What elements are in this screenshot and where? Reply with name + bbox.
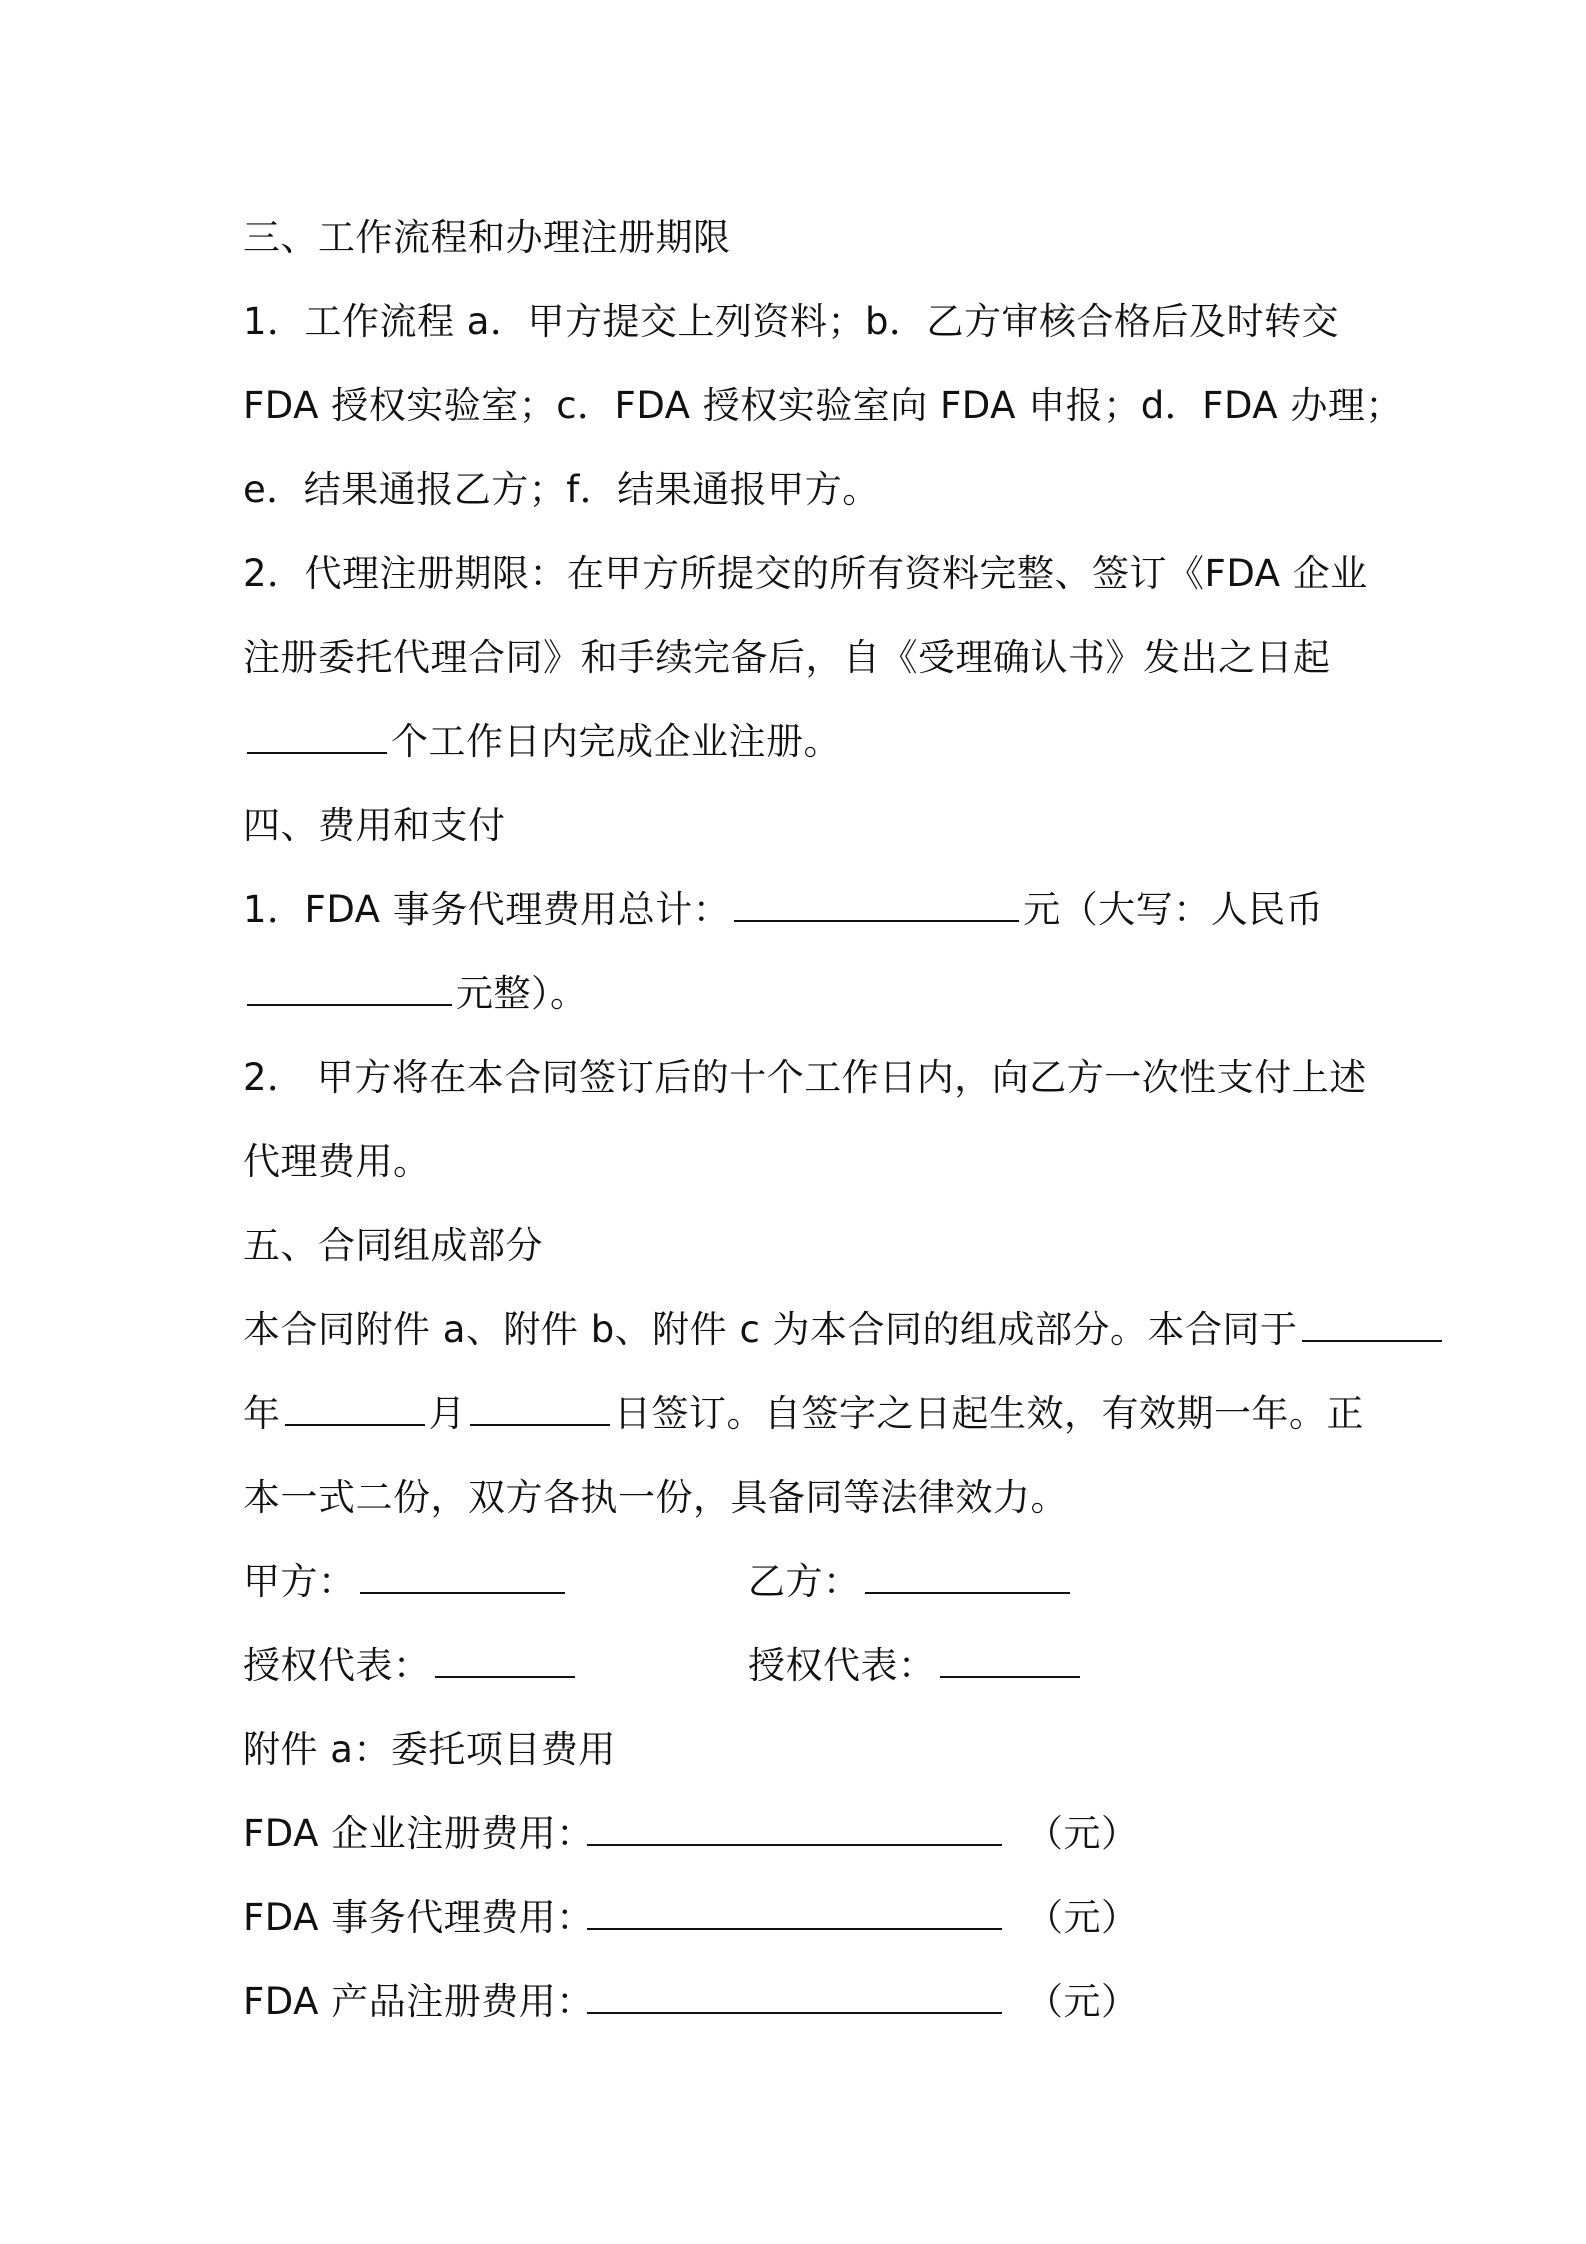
workdays-blank [247, 718, 387, 754]
section-4-item-1-line-2 [243, 952, 1363, 1036]
month-blank [285, 1390, 425, 1426]
fee-label: FDA 产品注册费用： [243, 1980, 594, 2023]
fee-row-enterprise-registration [243, 1792, 1363, 1876]
section-4-heading: 四、费用和支付 [243, 804, 506, 847]
section-3-item-2-line-1: 2．代理注册期限：在甲方所提交的所有资料完整、签订《FDA 企业 [243, 552, 1368, 595]
section-4-item-1-line-1 [243, 868, 1363, 952]
section-5-para-line-3: 本一式二份，双方各执一份，具备同等法律效力。 [243, 1476, 1068, 1519]
fee-row-agency-service [243, 1876, 1363, 1960]
section-3-item-2-line-2: 注册委托代理合同》和手续完备后，自《受理确认书》发出之日起 [243, 636, 1331, 679]
section-3-item-1-line-1: 1．工作流程 a．甲方提交上列资料；b．乙方审核合格后及时转交 [243, 300, 1339, 343]
section-3-item-1-line-3: e．结果通报乙方；f．结果通报甲方。 [243, 468, 880, 511]
party-b-label: 乙方： [748, 1560, 861, 1603]
party-a-field [243, 1540, 748, 1624]
total-fee-blank [734, 886, 1019, 922]
workdays-suffix: 个工作日内完成企业注册。 [391, 720, 841, 763]
total-fee-capital-label: 元（大写：人民币 [1023, 888, 1324, 931]
section-3-item-1-line-2: FDA 授权实验室；c．FDA 授权实验室向 FDA 申报；d．FDA 办理； [243, 384, 1403, 427]
party-b-field [748, 1540, 1074, 1624]
rep-b-field [748, 1624, 1084, 1708]
capital-amount-blank [247, 970, 452, 1006]
section-5-para-line-2 [243, 1372, 1363, 1456]
total-fee-label: 1．FDA 事务代理费用总计： [243, 888, 731, 931]
fee-unit: （元） [1026, 1980, 1139, 2023]
day-suffix: 日签订。自签字之日起生效，有效期一年。正 [614, 1392, 1364, 1435]
rep-a-field [243, 1624, 748, 1708]
rep-a-label: 授权代表： [243, 1644, 431, 1687]
contract-body [243, 196, 1403, 2044]
section-3-item-2-line-3 [243, 700, 1363, 784]
signature-row-representatives [243, 1624, 1363, 1708]
year-blank-lead [1302, 1306, 1442, 1342]
rep-b-blank [940, 1642, 1080, 1678]
signature-row-parties [243, 1540, 1363, 1624]
rep-a-blank [435, 1642, 575, 1678]
section-3-heading: 三、工作流程和办理注册期限 [243, 216, 731, 259]
section-5-para-line-1 [243, 1288, 1363, 1372]
party-a-blank [360, 1558, 565, 1594]
fee-row-product-registration [243, 1960, 1363, 2044]
fee-unit: （元） [1026, 1896, 1139, 1939]
section-5-para-text: 本合同附件 a、附件 b、附件 c 为本合同的组成部分。本合同于 [243, 1308, 1298, 1351]
month-label: 月 [428, 1392, 466, 1435]
day-blank [470, 1390, 610, 1426]
party-a-label: 甲方： [243, 1560, 356, 1603]
rep-b-label: 授权代表： [748, 1644, 936, 1687]
fee-label: FDA 企业注册费用： [243, 1812, 594, 1855]
capital-amount-suffix: 元整）。 [456, 972, 588, 1015]
section-4-item-2-line-2: 代理费用。 [243, 1140, 431, 1183]
year-label: 年 [243, 1392, 281, 1435]
fee-blank [587, 1810, 1002, 1846]
fee-unit: （元） [1026, 1812, 1139, 1855]
fee-label: FDA 事务代理费用： [243, 1896, 594, 1939]
fee-blank [587, 1894, 1002, 1930]
fee-blank [587, 1978, 1002, 2014]
appendix-a-heading: 附件 a：委托项目费用 [243, 1728, 616, 1771]
party-b-blank [865, 1558, 1070, 1594]
section-4-item-2-line-1: 2． 甲方将在本合同签订后的十个工作日内，向乙方一次性支付上述 [243, 1056, 1367, 1099]
section-5-heading: 五、合同组成部分 [243, 1224, 543, 1267]
